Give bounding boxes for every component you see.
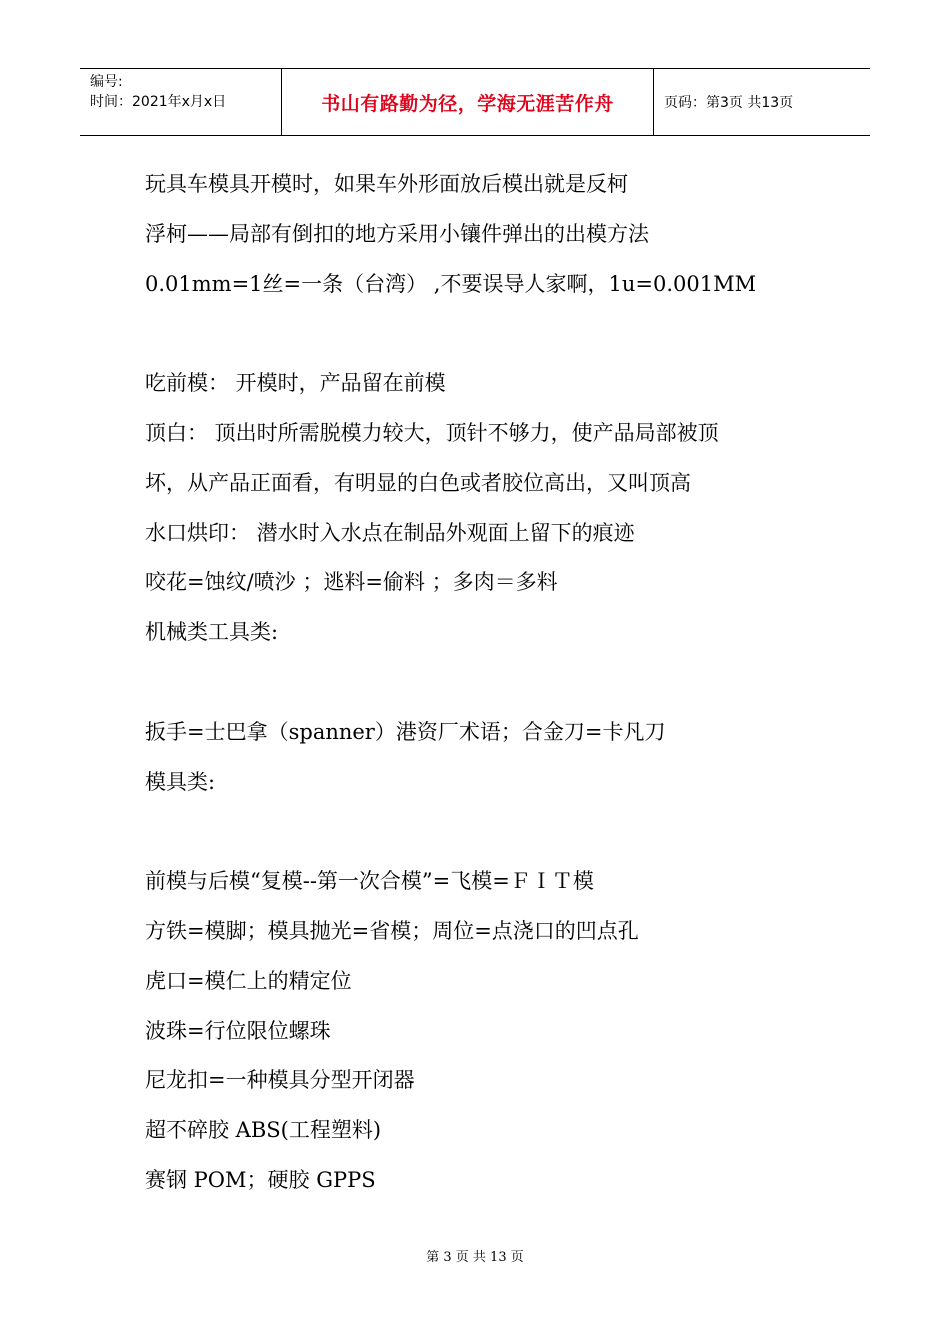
header-motto: 书山有路勤为径，学海无涯苦作舟 (282, 69, 654, 135)
blank-line (145, 807, 845, 857)
text-line: 咬花=蚀纹/喷沙 ；逃料=偷料 ；多肉＝多料 (145, 570, 558, 595)
text-line: 扳手=士巴拿（spanner）港资厂术语；合金刀=卡凡刀 (145, 719, 666, 744)
text-line: 顶白： 顶出时所需脱模力较大，顶针不够力，使产品局部被顶 (145, 420, 719, 445)
section-heading: 机械类工具类: (145, 620, 279, 645)
time-label: 时间：2021年x月x日 (90, 94, 227, 110)
text-line: 玩具车模具开模时，如果车外形面放后模出就是反柯 (145, 172, 628, 196)
text-line: 浮柯——局部有倒扣的地方采用小镶件弹出的出模方法 (145, 221, 649, 246)
text-line: 波珠=行位限位螺珠 (145, 1018, 331, 1043)
text-line: 虎口=模仁上的精定位 (145, 968, 352, 993)
text-line: 0.01mm=1丝=一条（台湾） ,不要误导人家啊，1u=0.001MM (145, 271, 757, 296)
page-footer: 第 3 页 共 13 页 (426, 1250, 524, 1265)
text-line: 水口烘印： 潜水时入水点在制品外观面上留下的痕迹 (145, 520, 635, 545)
blank-line (145, 309, 845, 359)
header-meta (80, 69, 282, 135)
text-line: 尼龙扣=一种模具分型开闭器 (145, 1068, 415, 1093)
document-body (145, 160, 845, 1206)
text-line: 坏，从产品正面看，有明显的白色或者胶位高出，又叫顶高 (145, 470, 691, 495)
text-line: 赛钢 POM；硬胶 GPPS (145, 1167, 376, 1192)
page-header (80, 68, 870, 136)
section-heading: 模具类: (145, 769, 216, 794)
number-label: 编号: (90, 74, 123, 90)
blank-line (145, 658, 845, 708)
text-line: 前模与后模“复模--第一次合模”=飞模=ＦＩＴ模 (145, 869, 594, 894)
text-line: 超不碎胶 ABS(工程塑料) (145, 1118, 382, 1143)
text-line: 吃前模： 开模时，产品留在前模 (145, 371, 446, 396)
header-page-code: 页码：第3页 共13页 (664, 95, 794, 111)
text-line: 方铁=模脚；模具抛光=省模；周位=点浇口的凹点孔 (145, 918, 639, 943)
